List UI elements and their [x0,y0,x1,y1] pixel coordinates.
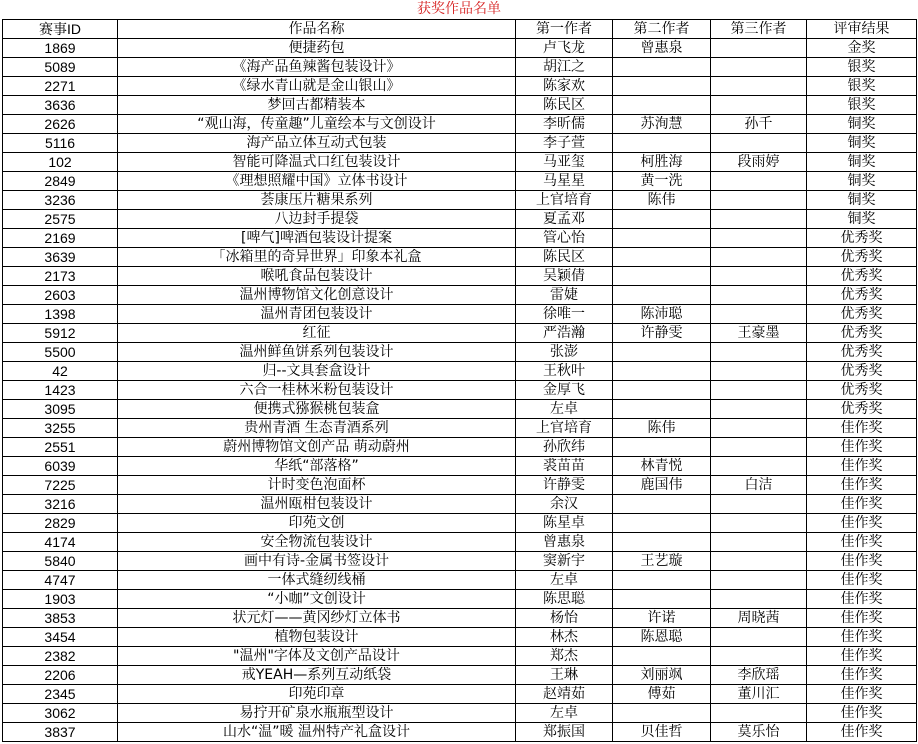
cell-id: 1869 [3,39,118,58]
cell-third-author [711,286,807,305]
cell-work-name: 归--文具套盒设计 [118,362,516,381]
cell-result: 优秀奖 [807,343,917,362]
cell-id: 102 [3,153,118,172]
header-second-author: 第二作者 [613,20,711,39]
cell-work-name: 梦回古都精装本 [118,96,516,115]
cell-id: 5116 [3,134,118,153]
cell-id: 3062 [3,704,118,723]
cell-third-author: 周晓茜 [711,609,807,628]
header-result: 评审结果 [807,20,917,39]
cell-result: 铜奖 [807,191,917,210]
cell-work-name: 温州博物馆文化创意设计 [118,286,516,305]
cell-third-author [711,248,807,267]
cell-work-name: 智能可降温式口红包装设计 [118,153,516,172]
cell-second-author: 陈恩聪 [613,628,711,647]
cell-first-author: 马亚玺 [516,153,613,172]
cell-first-author: 胡江之 [516,58,613,77]
cell-id: 3095 [3,400,118,419]
cell-first-author: 夏孟邓 [516,210,613,229]
cell-result: 铜奖 [807,115,917,134]
cell-third-author: 白洁 [711,476,807,495]
cell-work-name: 《理想照耀中国》立体书设计 [118,172,516,191]
cell-first-author: 上官培育 [516,419,613,438]
cell-first-author: 杨怡 [516,609,613,628]
cell-third-author [711,533,807,552]
table-row [3,172,917,191]
cell-result: 佳作奖 [807,438,917,457]
cell-work-name: 植物包装设计 [118,628,516,647]
table-row [3,134,917,153]
cell-third-author [711,39,807,58]
cell-result: 佳作奖 [807,419,917,438]
cell-id: 2575 [3,210,118,229]
cell-id: 2626 [3,115,118,134]
cell-first-author: 张澎 [516,343,613,362]
cell-id: 2173 [3,267,118,286]
table-row [3,457,917,476]
table-row [3,533,917,552]
cell-third-author [711,58,807,77]
cell-work-name: 温州鲜鱼饼系列包装设计 [118,343,516,362]
cell-third-author: 董川汇 [711,685,807,704]
table-row [3,229,917,248]
table-row [3,590,917,609]
cell-work-name: 温州青团包装设计 [118,305,516,324]
cell-third-author [711,172,807,191]
cell-first-author: 陈思聪 [516,590,613,609]
table-row [3,476,917,495]
table-row [3,647,917,666]
cell-id: 5500 [3,343,118,362]
header-first-author: 第一作者 [516,20,613,39]
header-row [3,20,917,39]
cell-work-name: 蔚州博物馆文创产品 萌动蔚州 [118,438,516,457]
cell-result: 佳作奖 [807,514,917,533]
cell-second-author: 陈沛聪 [613,305,711,324]
cell-third-author: 李欣瑶 [711,666,807,685]
cell-third-author [711,134,807,153]
cell-result: 佳作奖 [807,495,917,514]
cell-second-author [613,267,711,286]
cell-work-name: 「冰箱里的奇异世界」印象本礼盒 [118,248,516,267]
cell-result: 优秀奖 [807,381,917,400]
cell-second-author: 傅茹 [613,685,711,704]
cell-work-name: 画中有诗-金属书签设计 [118,552,516,571]
cell-second-author [613,590,711,609]
table-row [3,685,917,704]
cell-result: 优秀奖 [807,229,917,248]
cell-id: 2345 [3,685,118,704]
cell-first-author: 李子萱 [516,134,613,153]
cell-work-name: 八边封手提袋 [118,210,516,229]
table-row [3,210,917,229]
cell-first-author: 陈民区 [516,96,613,115]
table-row [3,438,917,457]
table-row [3,362,917,381]
cell-third-author [711,191,807,210]
cell-first-author: 左卓 [516,571,613,590]
cell-second-author: 林青悦 [613,457,711,476]
cell-first-author: 王琳 [516,666,613,685]
cell-id: 3639 [3,248,118,267]
cell-id: 2849 [3,172,118,191]
cell-id: 2382 [3,647,118,666]
cell-work-name: 温州瓯柑包装设计 [118,495,516,514]
cell-third-author [711,647,807,666]
cell-id: 1903 [3,590,118,609]
cell-second-author [613,647,711,666]
cell-third-author [711,381,807,400]
cell-second-author [613,210,711,229]
cell-first-author: 陈家欢 [516,77,613,96]
table-row [3,723,917,742]
cell-result: 铜奖 [807,172,917,191]
cell-result: 银奖 [807,96,917,115]
cell-third-author [711,704,807,723]
table-row [3,96,917,115]
table-row [3,419,917,438]
cell-work-name: 《绿水青山就是金山银山》 [118,77,516,96]
table-row [3,248,917,267]
cell-second-author: 许诺 [613,609,711,628]
table-row [3,305,917,324]
header-work-name: 作品名称 [118,20,516,39]
cell-second-author [613,495,711,514]
cell-first-author: 林杰 [516,628,613,647]
cell-first-author: 管心怡 [516,229,613,248]
cell-third-author: 段雨婷 [711,153,807,172]
cell-first-author: 曾惠泉 [516,533,613,552]
cell-id: 3236 [3,191,118,210]
cell-result: 佳作奖 [807,628,917,647]
cell-work-name: 印苑印章 [118,685,516,704]
cell-work-name: 贵州青酒 生态青酒系列 [118,419,516,438]
cell-third-author [711,267,807,286]
cell-id: 4747 [3,571,118,590]
cell-result: 优秀奖 [807,286,917,305]
cell-id: 3255 [3,419,118,438]
cell-result: 佳作奖 [807,704,917,723]
cell-second-author: 柯胜海 [613,153,711,172]
table-row [3,495,917,514]
cell-first-author: 陈星卓 [516,514,613,533]
cell-work-name: “观山海，传童趣”儿童绘本与文创设计 [118,115,516,134]
cell-result: 佳作奖 [807,666,917,685]
cell-third-author [711,362,807,381]
cell-result: 佳作奖 [807,533,917,552]
cell-work-name: 便捷药包 [118,39,516,58]
table-row [3,267,917,286]
cell-work-name: [啤气]啤酒包装设计提案 [118,229,516,248]
page-title: 获奖作品名单 [417,1,501,17]
cell-second-author [613,343,711,362]
cell-work-name: 印苑文创 [118,514,516,533]
cell-first-author: 金厚飞 [516,381,613,400]
cell-result: 佳作奖 [807,552,917,571]
cell-id: 2551 [3,438,118,457]
cell-first-author: 徐唯一 [516,305,613,324]
cell-second-author: 贝佳哲 [613,723,711,742]
cell-id: 3636 [3,96,118,115]
cell-result: 佳作奖 [807,647,917,666]
cell-work-name: 荟康压片糖果系列 [118,191,516,210]
cell-result: 佳作奖 [807,590,917,609]
cell-work-name: 海产品立体互动式包装 [118,134,516,153]
cell-second-author: 鹿国伟 [613,476,711,495]
cell-work-name: 状元灯——黄冈纱灯立体书 [118,609,516,628]
cell-second-author: 陈伟 [613,419,711,438]
cell-second-author [613,134,711,153]
cell-first-author: 雷婕 [516,286,613,305]
cell-work-name: "温州"字体及文创产品设计 [118,647,516,666]
cell-second-author [613,77,711,96]
cell-result: 银奖 [807,77,917,96]
cell-first-author: 吴颖倩 [516,267,613,286]
cell-work-name: “小咖”文创设计 [118,590,516,609]
cell-work-name: 便携式猕猴桃包装盒 [118,400,516,419]
cell-work-name: 一体式缝纫线桶 [118,571,516,590]
cell-id: 4174 [3,533,118,552]
cell-id: 2206 [3,666,118,685]
cell-result: 银奖 [807,58,917,77]
cell-result: 佳作奖 [807,609,917,628]
cell-first-author: 郑杰 [516,647,613,666]
cell-third-author [711,419,807,438]
cell-third-author [711,571,807,590]
header-id: 赛事ID [3,20,118,39]
cell-first-author: 严浩瀚 [516,324,613,343]
header-third-author: 第三作者 [711,20,807,39]
cell-second-author [613,362,711,381]
cell-id: 3216 [3,495,118,514]
cell-second-author [613,400,711,419]
table-row [3,571,917,590]
cell-work-name: 易拧开矿泉水瓶瓶型设计 [118,704,516,723]
table-row [3,324,917,343]
cell-third-author [711,628,807,647]
cell-work-name: 喉吼食品包装设计 [118,267,516,286]
award-table [2,19,917,742]
cell-id: 6039 [3,457,118,476]
cell-second-author [613,96,711,115]
table-row [3,286,917,305]
table-row [3,153,917,172]
cell-second-author: 王艺璇 [613,552,711,571]
cell-first-author: 卢飞龙 [516,39,613,58]
cell-third-author [711,77,807,96]
cell-second-author [613,533,711,552]
table-row [3,343,917,362]
cell-third-author [711,305,807,324]
cell-third-author: 王豪墨 [711,324,807,343]
cell-result: 佳作奖 [807,457,917,476]
cell-id: 2603 [3,286,118,305]
cell-work-name: 计时变色泡面杯 [118,476,516,495]
cell-id: 1398 [3,305,118,324]
cell-second-author [613,248,711,267]
cell-result: 佳作奖 [807,476,917,495]
cell-third-author [711,552,807,571]
table-row [3,666,917,685]
cell-third-author: 孙千 [711,115,807,134]
table-row [3,39,917,58]
table-row [3,77,917,96]
cell-id: 5089 [3,58,118,77]
cell-second-author: 曾惠泉 [613,39,711,58]
cell-third-author [711,495,807,514]
cell-result: 佳作奖 [807,571,917,590]
cell-result: 优秀奖 [807,267,917,286]
cell-id: 42 [3,362,118,381]
cell-third-author [711,96,807,115]
cell-result: 优秀奖 [807,324,917,343]
cell-first-author: 李昕儒 [516,115,613,134]
cell-result: 铜奖 [807,153,917,172]
cell-first-author: 孙欣纬 [516,438,613,457]
cell-id: 2829 [3,514,118,533]
cell-second-author: 苏洵慧 [613,115,711,134]
table-row [3,381,917,400]
cell-first-author: 许静雯 [516,476,613,495]
cell-second-author [613,58,711,77]
cell-first-author: 窦新宇 [516,552,613,571]
cell-second-author [613,229,711,248]
cell-first-author: 左卓 [516,400,613,419]
cell-second-author [613,286,711,305]
cell-third-author [711,343,807,362]
cell-id: 2169 [3,229,118,248]
cell-second-author: 陈伟 [613,191,711,210]
cell-work-name: 山水“温”暖 温州特产礼盒设计 [118,723,516,742]
cell-first-author: 裘苗苗 [516,457,613,476]
cell-second-author: 黄一洗 [613,172,711,191]
cell-first-author: 王秋叶 [516,362,613,381]
table-row [3,58,917,77]
cell-result: 优秀奖 [807,248,917,267]
table-body [3,39,917,742]
cell-result: 优秀奖 [807,400,917,419]
cell-first-author: 赵靖茹 [516,685,613,704]
cell-first-author: 郑振国 [516,723,613,742]
cell-id: 7225 [3,476,118,495]
cell-third-author [711,229,807,248]
cell-id: 2271 [3,77,118,96]
cell-third-author [711,438,807,457]
cell-second-author [613,514,711,533]
cell-id: 3454 [3,628,118,647]
cell-first-author: 马星星 [516,172,613,191]
cell-first-author: 余汉 [516,495,613,514]
cell-work-name: 六合一桂林米粉包装设计 [118,381,516,400]
cell-result: 优秀奖 [807,305,917,324]
cell-work-name: 《海产品鱼辣酱包装设计》 [118,58,516,77]
cell-third-author [711,210,807,229]
cell-second-author: 许静雯 [613,324,711,343]
table-row [3,628,917,647]
cell-third-author [711,400,807,419]
table-row [3,552,917,571]
cell-result: 佳作奖 [807,685,917,704]
table-row [3,514,917,533]
cell-third-author [711,514,807,533]
cell-second-author [613,438,711,457]
cell-third-author [711,590,807,609]
table-row [3,609,917,628]
table-row [3,115,917,134]
cell-second-author [613,571,711,590]
cell-result: 佳作奖 [807,723,917,742]
table-row [3,704,917,723]
cell-first-author: 陈民区 [516,248,613,267]
cell-id: 5840 [3,552,118,571]
cell-result: 优秀奖 [807,362,917,381]
cell-second-author [613,704,711,723]
cell-work-name: 戒YEAH—系列互动纸袋 [118,666,516,685]
table-row [3,191,917,210]
cell-work-name: 安全物流包装设计 [118,533,516,552]
cell-first-author: 左卓 [516,704,613,723]
cell-second-author: 刘丽飒 [613,666,711,685]
cell-id: 3853 [3,609,118,628]
cell-first-author: 上官培育 [516,191,613,210]
cell-third-author [711,457,807,476]
cell-id: 3837 [3,723,118,742]
cell-result: 铜奖 [807,210,917,229]
cell-work-name: 华纸“部落格” [118,457,516,476]
cell-second-author [613,381,711,400]
cell-id: 5912 [3,324,118,343]
cell-id: 1423 [3,381,118,400]
cell-result: 铜奖 [807,134,917,153]
cell-work-name: 红征 [118,324,516,343]
cell-third-author: 莫乐怡 [711,723,807,742]
table-row [3,400,917,419]
cell-result: 金奖 [807,39,917,58]
